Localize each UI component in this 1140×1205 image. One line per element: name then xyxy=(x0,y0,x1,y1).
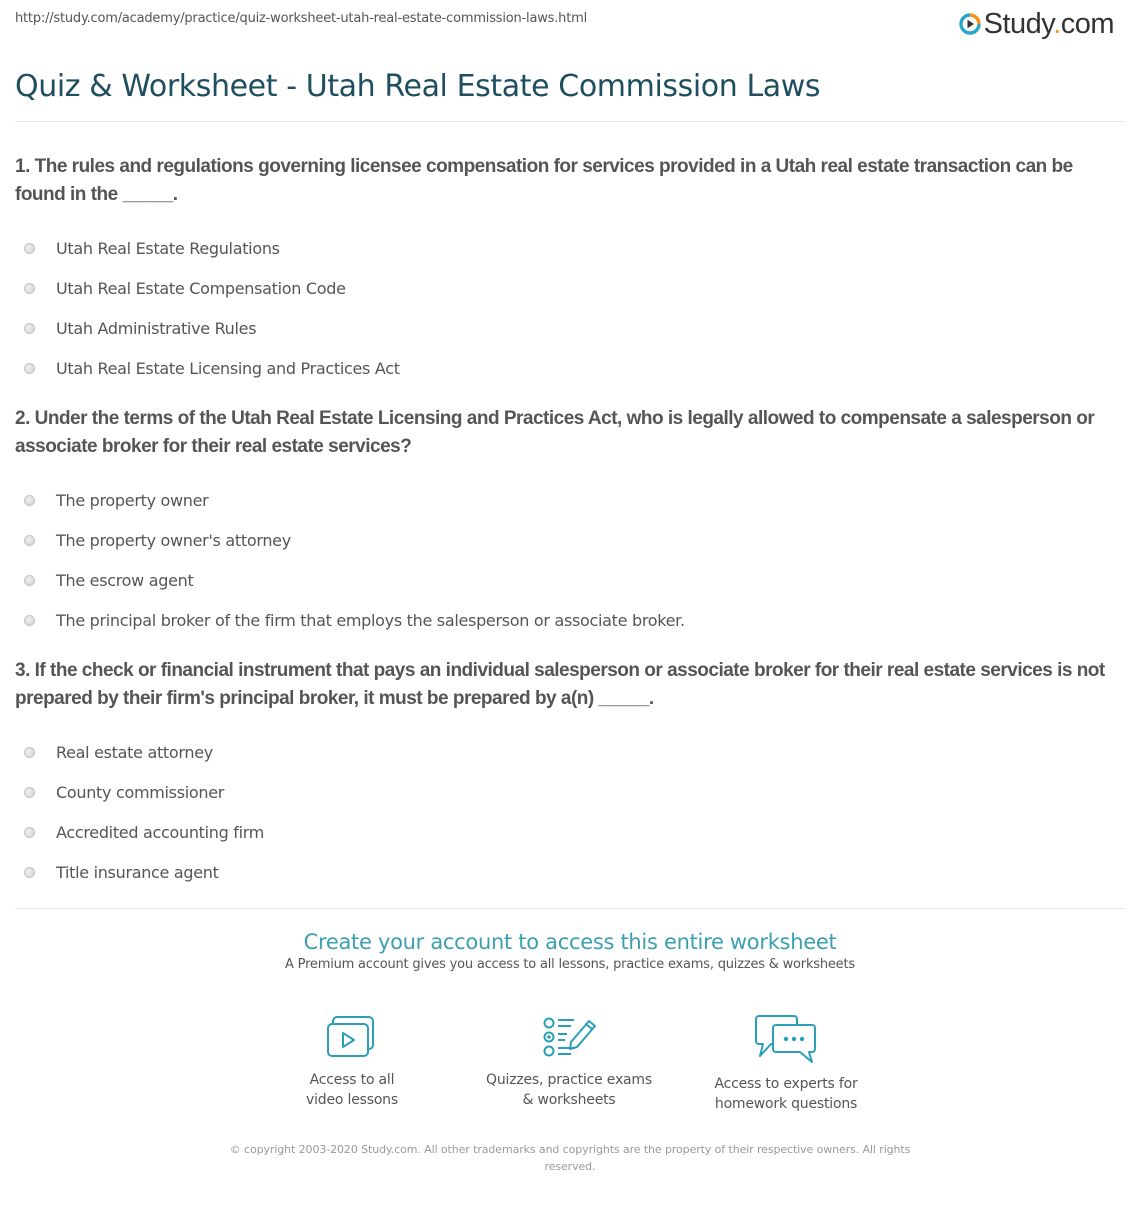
answer-options xyxy=(15,480,1125,640)
answer-option[interactable]: Accredited accounting firm xyxy=(15,812,1125,852)
radio-button-icon[interactable] xyxy=(24,283,35,294)
question-2 xyxy=(15,405,1125,640)
feature-label: Quizzes, practice exams & worksheets xyxy=(486,1072,652,1108)
feature-label: Access to all video lessons xyxy=(306,1072,398,1108)
question-text: 1. The rules and regulations governing licensee compensation for services provided in a Utah real estate transaction can be found in the _____. xyxy=(15,156,1073,205)
quiz-checklist-icon xyxy=(541,1014,597,1060)
video-lessons-icon xyxy=(325,1014,379,1060)
question-3 xyxy=(15,657,1125,892)
radio-button-icon[interactable] xyxy=(24,323,35,334)
question-text: 2. Under the terms of the Utah Real Estate Licensing and Practices Act, who is legally allowed to compensate a salesperson or associate broker for their real estate services? xyxy=(15,408,1095,457)
chat-bubbles-icon xyxy=(754,1014,818,1064)
answer-option[interactable]: Utah Administrative Rules xyxy=(15,308,1125,348)
answer-option[interactable]: The property owner xyxy=(15,480,1125,520)
answer-option[interactable]: County commissioner xyxy=(15,772,1125,812)
radio-button-icon[interactable] xyxy=(24,787,35,798)
radio-button-icon[interactable] xyxy=(24,575,35,586)
radio-button-icon[interactable] xyxy=(24,867,35,878)
page-url: http://study.com/academy/practice/quiz-worksheet-utah-real-estate-commission-laws.html xyxy=(15,11,587,26)
study-logo[interactable] xyxy=(959,9,1114,39)
signup-cta xyxy=(0,930,1140,972)
questions-divider xyxy=(15,908,1125,909)
feature-video-lessons xyxy=(242,1014,462,1110)
answer-option[interactable]: Real estate attorney xyxy=(15,732,1125,772)
radio-button-icon[interactable] xyxy=(24,535,35,546)
title-divider xyxy=(15,121,1125,122)
radio-button-icon[interactable] xyxy=(24,495,35,506)
answer-options xyxy=(15,732,1125,892)
feature-label: Access to experts for homework questions xyxy=(714,1076,858,1112)
answer-option[interactable]: Utah Real Estate Licensing and Practices Act xyxy=(15,348,1125,388)
answer-option[interactable]: Utah Real Estate Compensation Code xyxy=(15,268,1125,308)
answer-option[interactable]: The escrow agent xyxy=(15,560,1125,600)
radio-button-icon[interactable] xyxy=(24,827,35,838)
feature-experts xyxy=(676,1014,896,1114)
feature-quizzes xyxy=(459,1014,679,1110)
play-circle-logo-icon xyxy=(959,13,981,35)
answer-option[interactable]: The property owner's attorney xyxy=(15,520,1125,560)
answer-options xyxy=(15,228,1125,388)
question-text: 3. If the check or financial instrument that pays an individual salesperson or associate broker for their real estate services is not prepared by their firm's principal broker, it must be prepared by a(n) _____. xyxy=(15,660,1105,709)
copyright-footer: © copyright 2003-2020 Study.com. All other trademarks and copyrights are the property of their respective owners. All rights reserved. xyxy=(229,1143,911,1173)
answer-option[interactable]: Utah Real Estate Regulations xyxy=(15,228,1125,268)
radio-button-icon[interactable] xyxy=(24,615,35,626)
radio-button-icon[interactable] xyxy=(24,363,35,374)
answer-option[interactable]: Title insurance agent xyxy=(15,852,1125,892)
page-title: Quiz & Worksheet - Utah Real Estate Commission Laws xyxy=(15,69,821,104)
question-1 xyxy=(15,153,1125,388)
radio-button-icon[interactable] xyxy=(24,243,35,254)
answer-option[interactable]: The principal broker of the firm that employs the salesperson or associate broker. xyxy=(15,600,1125,640)
radio-button-icon[interactable] xyxy=(24,747,35,758)
logo-wordmark: Study.com xyxy=(983,8,1114,40)
cta-title-link[interactable]: Create your account to access this entire worksheet xyxy=(303,930,837,954)
cta-subtitle: A Premium account gives you access to all lessons, practice exams, quizzes & worksheets xyxy=(285,957,855,972)
